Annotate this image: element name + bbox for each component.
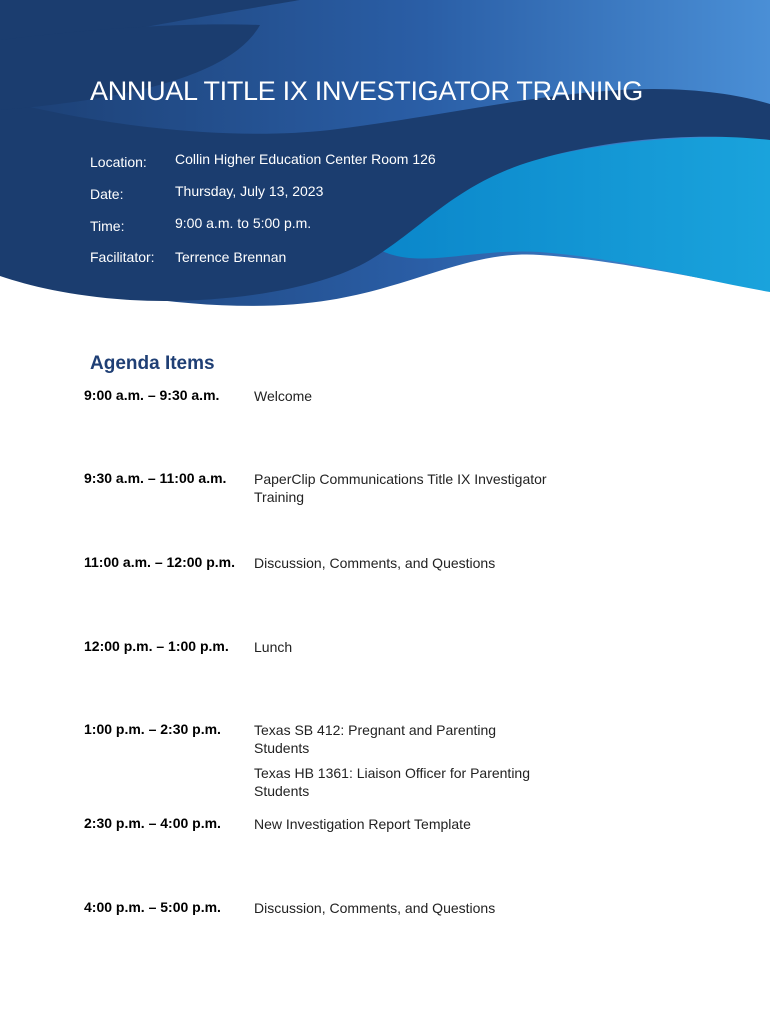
agenda-description xyxy=(254,899,564,917)
location-row xyxy=(90,151,510,173)
agenda-desc-line: Texas HB 1361: Liaison Officer for Parenting xyxy=(254,765,531,781)
agenda-desc-line: Welcome xyxy=(254,388,313,404)
agenda-time: 9:00 a.m. – 9:30 a.m. xyxy=(84,387,220,403)
date-label: Date: xyxy=(90,186,124,202)
agenda-time: 11:00 a.m. – 12:00 p.m. xyxy=(84,554,235,570)
facilitator-value: Terrence Brennan xyxy=(175,249,287,265)
agenda-desc-line: Lunch xyxy=(254,639,293,655)
location-value: Collin Higher Education Center Room 126 xyxy=(175,151,436,167)
agenda-description xyxy=(254,554,564,572)
facilitator-row xyxy=(90,249,510,271)
date-row xyxy=(90,183,510,205)
agenda-time: 1:00 p.m. – 2:30 p.m. xyxy=(84,721,221,737)
agenda-time: 12:00 p.m. – 1:00 p.m. xyxy=(84,638,229,654)
agenda-desc-line: Students xyxy=(254,740,310,756)
agenda-description xyxy=(254,387,564,405)
time-label: Time: xyxy=(90,218,125,234)
agenda-desc-line: Texas SB 412: Pregnant and Parenting xyxy=(254,722,497,738)
agenda-description xyxy=(254,638,564,656)
time-value: 9:00 a.m. to 5:00 p.m. xyxy=(175,215,312,231)
agenda-desc-line: PaperClip Communications Title IX Investigator xyxy=(254,471,547,487)
agenda-desc-line: Discussion, Comments, and Questions xyxy=(254,900,496,916)
agenda-time: 9:30 a.m. – 11:00 a.m. xyxy=(84,470,227,486)
agenda-description xyxy=(254,721,564,800)
time-row xyxy=(90,215,510,237)
agenda-time: 4:00 p.m. – 5:00 p.m. xyxy=(84,899,221,915)
agenda-heading: Agenda Items xyxy=(90,353,215,374)
agenda-desc-line: New Investigation Report Template xyxy=(254,816,471,832)
agenda-description xyxy=(254,815,564,833)
agenda-desc-line: Students xyxy=(254,783,310,799)
date-value: Thursday, July 13, 2023 xyxy=(175,183,324,199)
location-label: Location: xyxy=(90,154,147,170)
agenda-time: 2:30 p.m. – 4:00 p.m. xyxy=(84,815,221,831)
page-title: ANNUAL TITLE IX INVESTIGATOR TRAINING xyxy=(90,76,644,106)
agenda-desc-line: Training xyxy=(254,489,305,505)
agenda-description xyxy=(254,470,564,506)
facilitator-label: Facilitator: xyxy=(90,249,155,265)
agenda-desc-line: Discussion, Comments, and Questions xyxy=(254,555,496,571)
